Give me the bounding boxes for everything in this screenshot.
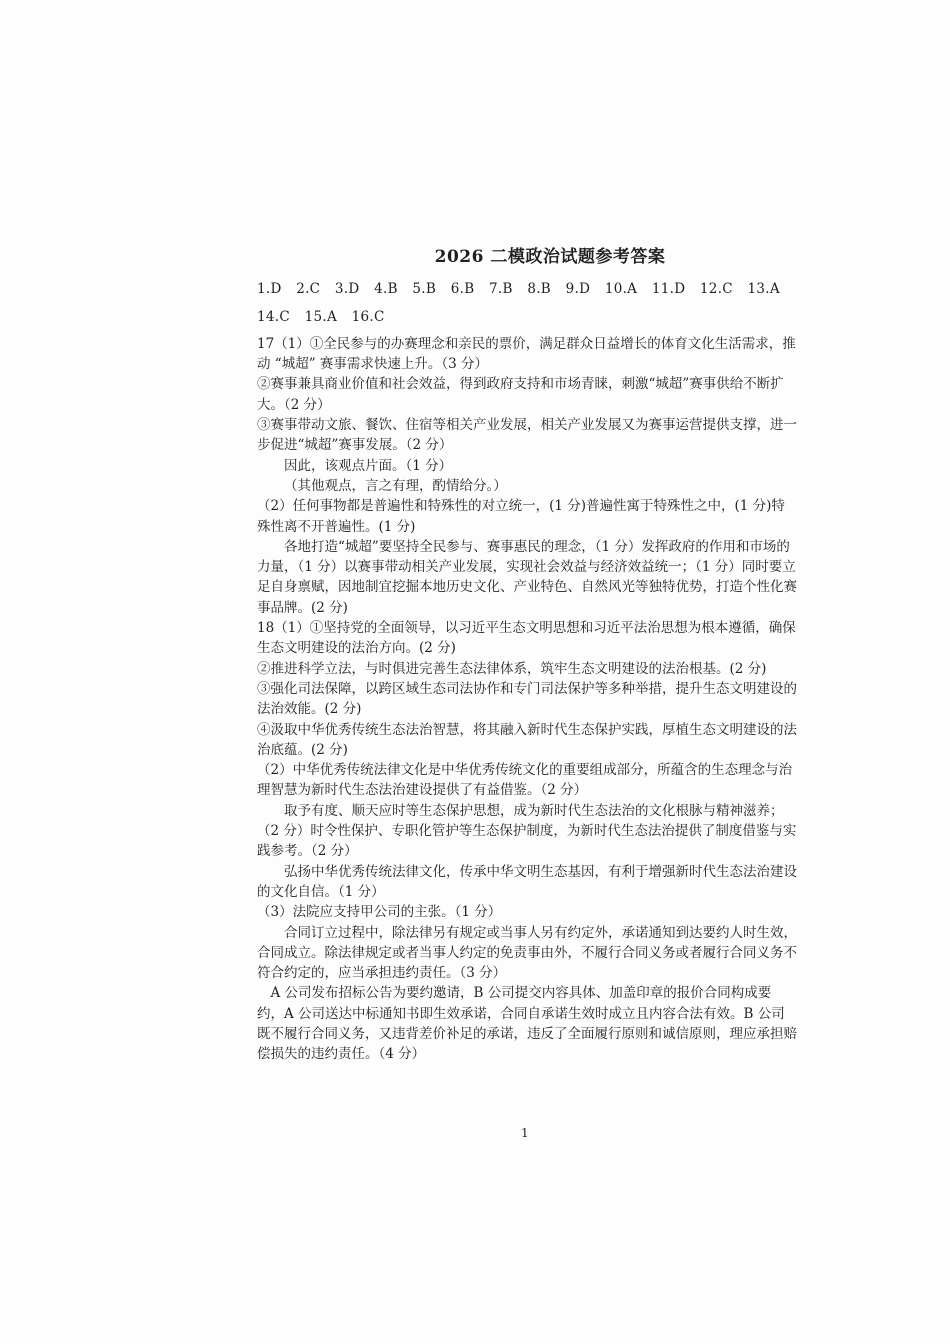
answer-paragraph: 弘扬中华优秀传统法律文化，传承中华文明生态基因，有利于增强新时代生态法治建设的文化自信。（1 分）: [257, 863, 797, 900]
mc-answer: 14.C: [257, 308, 290, 325]
answer-paragraph: （2）任何事物都是普遍性和特殊性的对立统一，(1 分)普遍性寓于特殊性之中，(1 分)特殊性离不开普遍性。(1 分): [257, 498, 785, 535]
mc-answer: 11.D: [651, 281, 686, 298]
mc-answers-row-2: [257, 307, 797, 327]
page-number: 1: [521, 1126, 529, 1140]
answer-paragraph: ③赛事带动文旅、餐饮、住宿等相关产业发展，相关产业发展又为赛事运营提供支撑，进一步促进“城超”赛事发展。（2 分）: [257, 417, 797, 454]
mc-answer: 8.B: [527, 281, 552, 298]
mc-answer: 9.D: [565, 281, 591, 298]
page-title: 2026 二模政治试题参考答案: [434, 247, 666, 267]
mc-answer: 15.A: [304, 308, 338, 325]
mc-answer: 5.B: [412, 281, 437, 298]
answer-paragraph: 取予有度、顺天应时等生态保护思想，成为新时代生态法治的文化根脉与精神滋养；（2 分）时令性保护、专职化管护等生态保护制度，为新时代生态法治提供了制度借鉴与实践参考。（2 分）: [257, 802, 797, 860]
mc-answer: 7.B: [489, 281, 513, 298]
answer-paragraph: 各地打造“城超”要坚持全民参与、赛事惠民的理念，（1 分）发挥政府的作用和市场的力量，（1 分）以赛事带动相关产业发展，实现社会效益与经济效益统一；（1 分）同时要立足自身禀赋，因地制宜挖掘本地历史文化、产业特色、自然风光等独特优势，打造个性化赛事品牌。(2 分): [257, 538, 797, 616]
answer-paragraph: ④汲取中华优秀传统生态法治智慧，将其融入新时代生态保护实践，厚植生态文明建设的法治底蕴。(2 分): [257, 721, 797, 758]
mc-answers-row-1: [257, 279, 797, 299]
mc-answer: 16.C: [351, 308, 385, 325]
answer-paragraph: （2）中华优秀传统法律文化是中华优秀传统文化的重要组成部分，所蕴含的生态理念与治理智慧为新时代生态法治建设提供了有益借鉴。（2 分）: [257, 762, 793, 799]
answer-paragraph: 18（1）①坚持党的全面领导，以习近平生态文明思想和习近平法治思想为根本遵循，确保生态文明建设的法治方向。(2 分): [257, 620, 796, 657]
mc-answer: 1.D: [257, 281, 282, 298]
mc-answer: 10.A: [604, 281, 638, 298]
answer-paragraph: ②推进科学立法，与时俱进完善生态法律体系，筑牢生态文明建设的法治根基。(2 分): [257, 660, 767, 677]
answer-paragraph: （3）法院应支持甲公司的主张。（1 分）: [257, 904, 502, 921]
answer-paragraph: （其他观点，言之有理，酌情给分。）: [284, 477, 507, 494]
answer-paragraph: ③强化司法保障，以跨区域生态司法协作和专门司法保护等多种举措，提升生态文明建设的法治效能。(2 分): [257, 680, 797, 718]
mc-answer: 3.D: [334, 281, 360, 298]
answer-paragraph: 因此，该观点片面。（1 分）: [284, 457, 453, 474]
answer-sheet: [257, 247, 797, 1065]
answer-paragraph: ②赛事兼具商业价值和社会效益，得到政府支持和市场青睐，刺激“城超”赛事供给不断扩大。（2 分）: [257, 376, 784, 413]
mc-answer: 13.A: [747, 281, 780, 298]
mc-answer: 6.B: [450, 281, 475, 298]
answer-paragraph: 17（1）①全民参与的办赛理念和亲民的票价，满足群众日益增长的体育文化生活需求，推动 “城超” 赛事需求快速上升。（3 分）: [257, 335, 796, 373]
answer-paragraph: 合同订立过程中，除法律另有规定或当事人另有约定外，承诺通知到达要约人时生效，合同成立。除法律规定或者当事人约定的免责事由外，不履行合同义务或者履行合同义务不符合约定的，应当承担违约责任。（3 分）: [257, 924, 797, 982]
mc-answer: 2.C: [296, 281, 321, 298]
answer-paragraph: A 公司发布招标公告为要约邀请，B 公司提交内容具体、加盖印章的报价合同构成要约，A 公司送达中标通知书即生效承诺，合同自承诺生效时成立且内容合法有效。B 公司既不履行合同义务，又违背差价补足的承诺，违反了全面履行原则和诚信原则，理应承担赔偿损失的违约责任。（4 分）: [257, 985, 797, 1063]
mc-answer: 12.C: [699, 281, 733, 298]
mc-answer: 4.B: [374, 281, 398, 298]
